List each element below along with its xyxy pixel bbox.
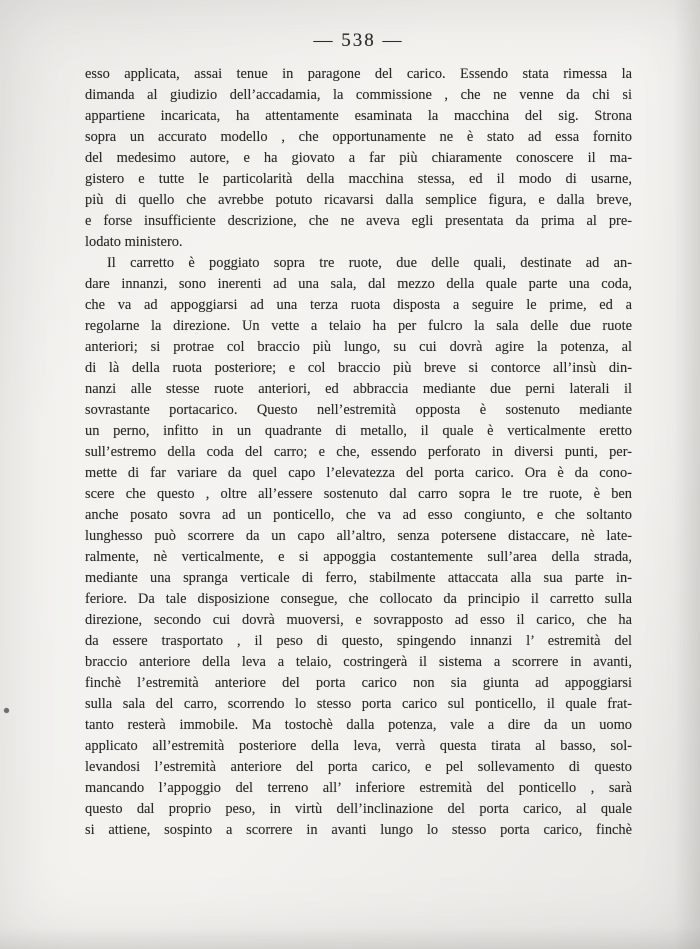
text-line: ralmente, nè verticalmente, e si appoggia costantemente sull’area della strada, bbox=[85, 549, 632, 565]
text-line: applicato all’estremità posteriore della leva, verrà questa tirata al basso, sol- bbox=[85, 738, 632, 754]
text-line: si attiene, sospinto a scorrere in avanti lungo lo stesso porta carico, finchè bbox=[85, 822, 632, 838]
text-line: sopra un accurato modello , che opportunamente ne è stato ad essa fornito bbox=[85, 129, 632, 145]
text-line: lodato ministero. bbox=[85, 234, 183, 250]
text-line: che va ad appoggiarsi ad una terza ruota disposta a seguire le prime, ed a bbox=[85, 297, 632, 313]
page-number: — 538 — bbox=[313, 30, 404, 51]
text-line: anteriori; si protrae col braccio più lungo, su cui dovrà agire la potenza, al bbox=[85, 339, 632, 355]
ink-speck bbox=[4, 708, 9, 713]
text-line: da essere trasportato , il peso di questo, spingendo innanzi l’ estremità del bbox=[85, 633, 632, 649]
text-line: esso applicata, assai tenue in paragone del carico. Essendo stata rimessa la bbox=[85, 66, 632, 82]
text-line: sull’estremo della coda del carro; e che, essendo perforato in diversi punti, per- bbox=[85, 444, 632, 460]
text-line: e forse insufficiente descrizione, che ne aveva egli presentata da prima al pre- bbox=[85, 213, 632, 229]
text-line: tanto resterà immobile. Ma tostochè dalla potenza, vale a dire da un uomo bbox=[85, 717, 632, 733]
text-line: mette di far variare da quel capo l’elevatezza del porta carico. Ora è da cono- bbox=[85, 465, 632, 481]
text-line: più di quello che avrebbe potuto ricavarsi dalla semplice figura, e dalla breve, bbox=[85, 192, 632, 208]
text-line: appartiene incaricata, ha attentamente esaminata la macchina del sig. Strona bbox=[85, 108, 632, 124]
text-line: Il carretto è poggiato sopra tre ruote, due delle quali, destinate ad an- bbox=[107, 255, 632, 271]
text-line: del medesimo autore, e ha giovato a far più chiaramente conoscere il ma- bbox=[85, 150, 632, 166]
text-line: dimanda al giudizio dell’accadamia, la commissione , che ne venne da chi si bbox=[85, 87, 632, 103]
text-line: anche posato sovra ad un ponticello, che va ad esso congiunto, e che soltanto bbox=[85, 507, 632, 523]
text-line: scere che questo , oltre all’essere sostenuto dal carro sopra le tre ruote, è ben bbox=[85, 486, 632, 502]
text-line: mediante una spranga verticale di ferro, stabilmente attaccata alla sua parte in- bbox=[85, 570, 632, 586]
text-line: un perno, infitto in un quadrante di metallo, il quale è verticalmente eretto bbox=[85, 423, 632, 439]
text-line: regolarne la direzione. Un vette a telaio ha per fulcro la sala delle due ruote bbox=[85, 318, 632, 334]
text-line: questo dal proprio peso, in virtù dell’inclinazione del porta carico, al quale bbox=[85, 801, 632, 817]
page-edge-shadow-bottom bbox=[0, 927, 700, 949]
text-line: braccio anteriore della leva a telaio, costringerà il sistema a scorrere in avanti, bbox=[85, 654, 632, 670]
text-line: di là della ruota posteriore; e col braccio più breve si contorce all’insù din- bbox=[85, 360, 632, 376]
page-edge-shadow-right bbox=[674, 0, 700, 949]
text-line: gistero e tutte le particolarità della macchina stessa, ed il modo di usarne, bbox=[85, 171, 632, 187]
text-block bbox=[85, 64, 632, 841]
text-line: feriore. Da tale disposizione consegue, che collocato da principio il carretto sulla bbox=[85, 591, 632, 607]
text-line: dare innanzi, sono inerenti ad una sala, dal mezzo della quale parte una coda, bbox=[85, 276, 632, 292]
text-line: nanzi alle stesse ruote anteriori, ed abbraccia mediante due perni laterali il bbox=[85, 381, 632, 397]
text-line: sulla sala del carro, scorrendo lo stesso porta carico sul ponticello, il quale frat- bbox=[85, 696, 632, 712]
text-line: mancando l’appoggio del terreno all’ inferiore estremità del ponticello , sarà bbox=[85, 780, 632, 796]
text-line: finchè l’estremità anteriore del porta carico non sia giunta ad appoggiarsi bbox=[85, 675, 632, 691]
text-line: lunghesso può scorrere da un capo all’altro, senza potersene distaccare, nè late- bbox=[85, 528, 632, 544]
text-line: sovrastante portacarico. Questo nell’estremità opposta è sostenuto mediante bbox=[85, 402, 632, 418]
text-line: levandosi l’estremità anteriore del porta carico, e pel sollevamento di questo bbox=[85, 759, 632, 775]
text-line: direzione, secondo cui dovrà muoversi, e sovrapposto ad esso il carico, che ha bbox=[85, 612, 632, 628]
